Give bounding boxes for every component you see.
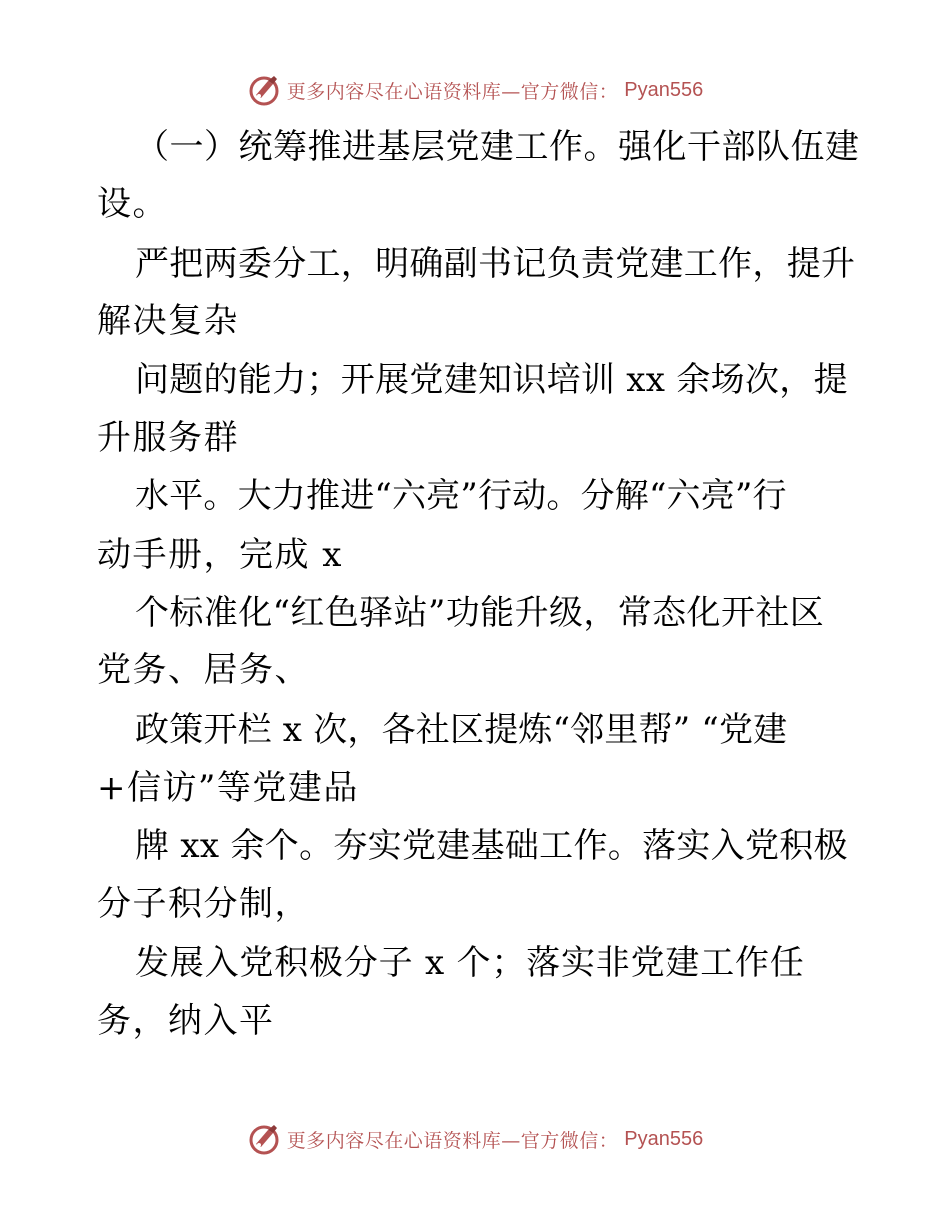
banner-text: 更多内容尽在心语资料库—官方微信： — [286, 1129, 619, 1152]
text-line: 严把两委分工，明确副书记负责党建工作，提升 — [135, 244, 856, 284]
text-line: 发展入党积极分子 x 个；落实非党建工作任 — [135, 943, 805, 983]
text-line: 动手册，完成 x — [97, 535, 343, 575]
text-line: 设。 — [97, 184, 168, 224]
text-line: 政策开栏 x 次，各社区提炼“邻里帮” “党建 — [135, 710, 788, 750]
text-line: 问题的能力；开展党建知识培训 xx 余场次，提 — [135, 360, 848, 400]
text-line: 牌 xx 余个。夯实党建基础工作。落实入党积极 — [135, 826, 848, 866]
text-line: 分子积分制， — [97, 884, 310, 924]
text-line: 党务、居务、 — [97, 650, 310, 690]
text-line: +信访”等党建品 — [97, 768, 359, 808]
text-line: 升服务群 — [97, 418, 239, 458]
banner-wechat-id: Pyan556 — [624, 78, 704, 101]
banner-text: 更多内容尽在心语资料库—官方微信： — [286, 80, 619, 103]
text-line: 务，纳入平 — [97, 1001, 275, 1041]
text-line: 个标准化“红色驿站”功能升级，常态化开社区 — [135, 593, 825, 633]
pen-logo-icon — [247, 1122, 281, 1156]
text-line: 水平。大力推进“六亮”行动。分解“六亮”行 — [135, 476, 787, 516]
text-line: 解决复杂 — [97, 301, 239, 341]
footer-watermark-banner — [0, 1119, 950, 1159]
banner-wechat-id: Pyan556 — [624, 1127, 704, 1150]
text-line: （一）统筹推进基层党建工作。强化干部队伍建 — [135, 127, 860, 167]
